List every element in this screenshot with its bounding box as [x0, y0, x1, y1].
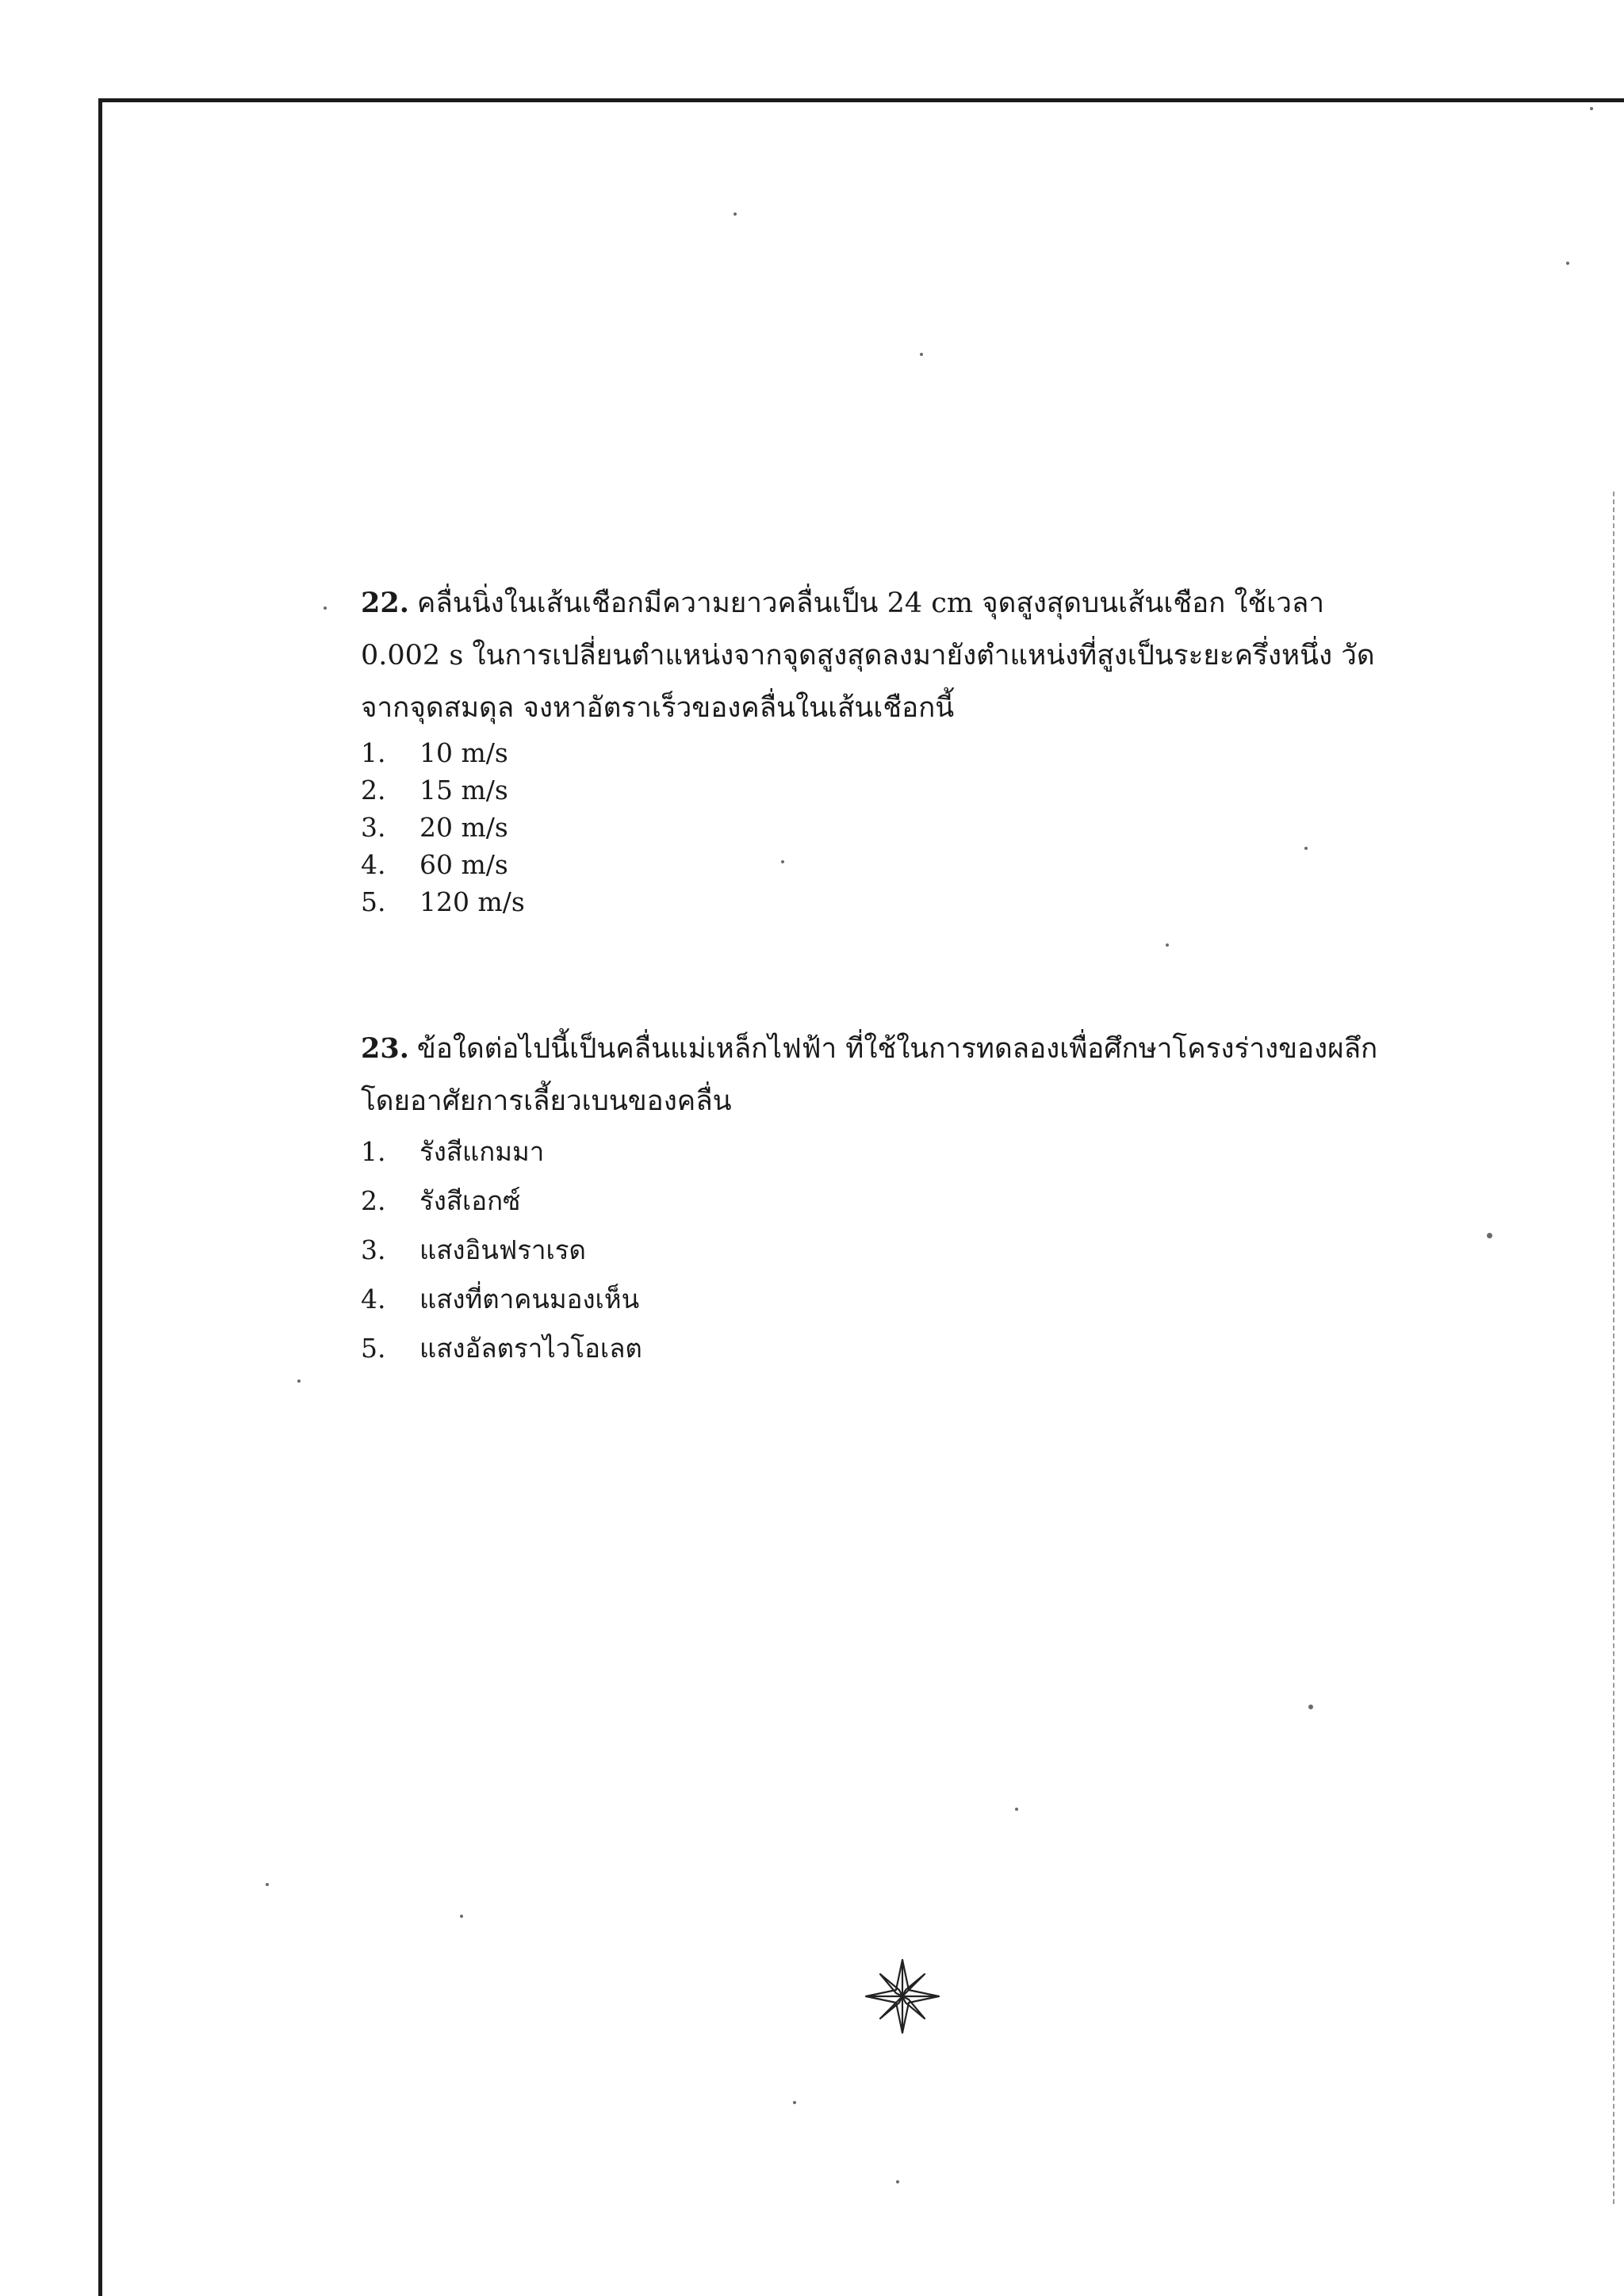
option-text: แสงอัลตราไวโอเลต: [419, 1333, 642, 1364]
question-number: 22.: [361, 587, 409, 619]
answer-option: [361, 846, 1471, 883]
scan-speck: [1566, 262, 1569, 265]
option-number: 3.: [361, 812, 386, 843]
option-text: 15 m/s: [419, 775, 508, 806]
answer-option: [361, 1324, 1471, 1373]
scan-speck: [1166, 943, 1169, 947]
scan-speck: [1304, 847, 1308, 850]
question-22: [361, 577, 1471, 920]
answer-option: [361, 1177, 1471, 1226]
scan-speck: [460, 1915, 463, 1918]
page-border-right: [1613, 492, 1616, 2204]
answer-options: [361, 734, 1471, 920]
scan-speck: [324, 607, 327, 610]
question-text: คลื่นนิ่งในเส้นเชือกมีความยาวคลื่นเป็น 24 cm จุดสูงสุดบนเส้นเชือก ใช้เวลา: [416, 587, 1324, 619]
question-line: [361, 577, 1471, 629]
scan-speck: [781, 860, 784, 863]
answer-options: [361, 1127, 1471, 1373]
answer-option: [361, 1226, 1471, 1275]
page-border-left: [98, 98, 102, 2296]
scan-speck: [793, 2101, 796, 2104]
answer-option: [361, 1127, 1471, 1177]
question-text: โดยอาศัยการเลี้ยวเบนของคลื่น: [361, 1085, 732, 1117]
answer-option: [361, 734, 1471, 771]
question-text: ข้อใดต่อไปนี้เป็นคลื่นแม่เหล็กไฟฟ้า ที่ใช้ในการทดลองเพื่อศึกษาโครงร่างของผลึก: [416, 1033, 1378, 1065]
option-number: 3.: [361, 1234, 386, 1265]
scan-speck: [266, 1883, 269, 1886]
answer-option: [361, 883, 1471, 920]
page-border-top: [98, 98, 1624, 102]
question-line: [361, 1023, 1471, 1075]
option-number: 1.: [361, 737, 386, 768]
option-text: 20 m/s: [419, 812, 508, 843]
scan-speck: [1015, 1808, 1018, 1811]
question-23: [361, 1023, 1471, 1373]
compass-star-icon: [863, 1957, 942, 2036]
option-number: 2.: [361, 775, 386, 806]
scan-speck: [733, 212, 737, 216]
option-text: แสงอินฟราเรด: [419, 1234, 586, 1265]
answer-option: [361, 1275, 1471, 1324]
option-number: 5.: [361, 886, 386, 917]
scan-speck: [1308, 1705, 1313, 1709]
option-number: 4.: [361, 849, 386, 880]
answer-option: [361, 809, 1471, 846]
question-number: 23.: [361, 1032, 409, 1065]
option-number: 2.: [361, 1185, 386, 1216]
option-text: 10 m/s: [419, 737, 508, 768]
option-text: รังสีเอกซ์: [419, 1185, 521, 1216]
option-text: รังสีแกมมา: [419, 1136, 545, 1167]
option-number: 4.: [361, 1284, 386, 1314]
scan-speck: [1590, 107, 1593, 110]
question-text: จากจุดสมดุล จงหาอัตราเร็วของคลื่นในเส้นเชือกนี้: [361, 692, 955, 724]
answer-option: [361, 771, 1471, 809]
option-text: แสงที่ตาคนมองเห็น: [419, 1284, 640, 1314]
option-number: 5.: [361, 1333, 386, 1364]
scan-speck: [1487, 1233, 1492, 1238]
question-text: 0.002 s ในการเปลี่ยนตำแหน่งจากจุดสูงสุดลงมายังตำแหน่งที่สูงเป็นระยะครึ่งหนึ่ง วัด: [361, 640, 1375, 672]
scan-speck: [896, 2180, 899, 2183]
option-text: 60 m/s: [419, 849, 508, 880]
scan-speck: [920, 353, 923, 356]
scan-speck: [297, 1380, 301, 1383]
option-number: 1.: [361, 1136, 386, 1167]
option-text: 120 m/s: [419, 886, 525, 917]
